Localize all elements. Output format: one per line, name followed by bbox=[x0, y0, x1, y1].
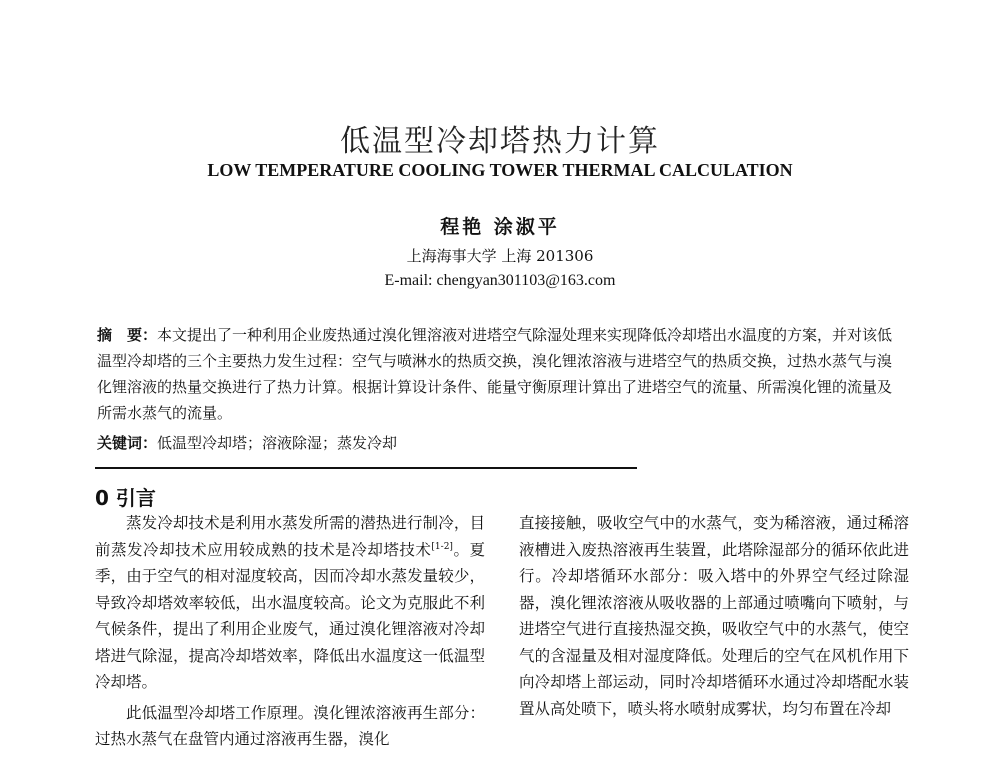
citation-marker: [1-2] bbox=[431, 541, 453, 552]
abstract-label: 摘 要： bbox=[97, 326, 158, 344]
abstract-text: 本文提出了一种利用企业废热通过溴化锂溶液对进塔空气除湿处理来实现降低冷却塔出水温度的方案，并对该低温型冷却塔的三个主要热力发生过程：空气与喷淋水的热质交换，溴化锂浓溶液与进塔空气的热质交换，过热水蒸气与溴化锂溶液的热量交换进行了热力计算。根据计算设计条件、能量守衡原理计算出了进塔空气的流量、所需溴化锂的流量及所需水蒸气的流量。 bbox=[97, 326, 893, 422]
section-heading-introduction: 0 引言 bbox=[95, 486, 156, 510]
body-column-right bbox=[519, 510, 909, 722]
author-email: E-mail: chengyan301103@163.com bbox=[384, 272, 616, 289]
keywords-text: 低温型冷却塔；溶液除湿；蒸发冷却 bbox=[157, 434, 398, 452]
body-paragraph: 直接接触，吸收空气中的水蒸气，变为稀溶液，通过稀溶液槽进入废热溶液再生装置，此塔除湿部分的循环依此进行。冷却塔循环水部分：吸入塔中的外界空气经过除湿器，溴化锂浓溶液从吸收器的上部通过喷嘴向下喷射，与进塔空气进行直接热湿交换，吸收空气中的水蒸气，使空气的含湿量及相对湿度降低。处理后的空气在风机作用下向冷却塔上部运动，同时冷却塔循环水通过冷却塔配水装置从高处喷下，喷头将水喷射成雾状，均匀布置在冷却 bbox=[519, 514, 909, 718]
abstract bbox=[97, 322, 905, 426]
body-paragraph: 此低温型冷却塔工作原理。溴化锂浓溶液再生部分：过热水蒸气在盘管内通过溶液再生器，溴化 bbox=[95, 703, 485, 748]
body-column-left bbox=[95, 510, 485, 753]
paragraph-text: 。夏季，由于空气的相对湿度较高，因而冷却水蒸发量较少，导致冷却塔效率较低，出水温度较高。论文为克服此不利气候条件，提出了利用企业废气，通过溴化锂溶液对冷却塔进气除湿，提高冷却塔效率，降低出水温度这一低温型冷却塔。 bbox=[95, 540, 485, 691]
paragraph-text: 蒸发冷却技术是利用水蒸发所需的潜热进行制冷，目前蒸发冷却技术应用较成熟的技术是冷却塔技术 bbox=[95, 514, 485, 559]
body-paragraph bbox=[95, 510, 485, 696]
paper-title-chinese: 低温型冷却塔热力计算 bbox=[340, 124, 660, 159]
authors: 程艳 涂淑平 bbox=[440, 216, 560, 238]
affiliation: 上海海事大学 上海 201306 bbox=[406, 247, 594, 265]
keywords bbox=[97, 430, 905, 456]
paper-title-english: LOW TEMPERATURE COOLING TOWER THERMAL CALCULATION bbox=[207, 160, 793, 180]
section-divider bbox=[95, 467, 637, 469]
keywords-label: 关键词： bbox=[97, 434, 158, 452]
